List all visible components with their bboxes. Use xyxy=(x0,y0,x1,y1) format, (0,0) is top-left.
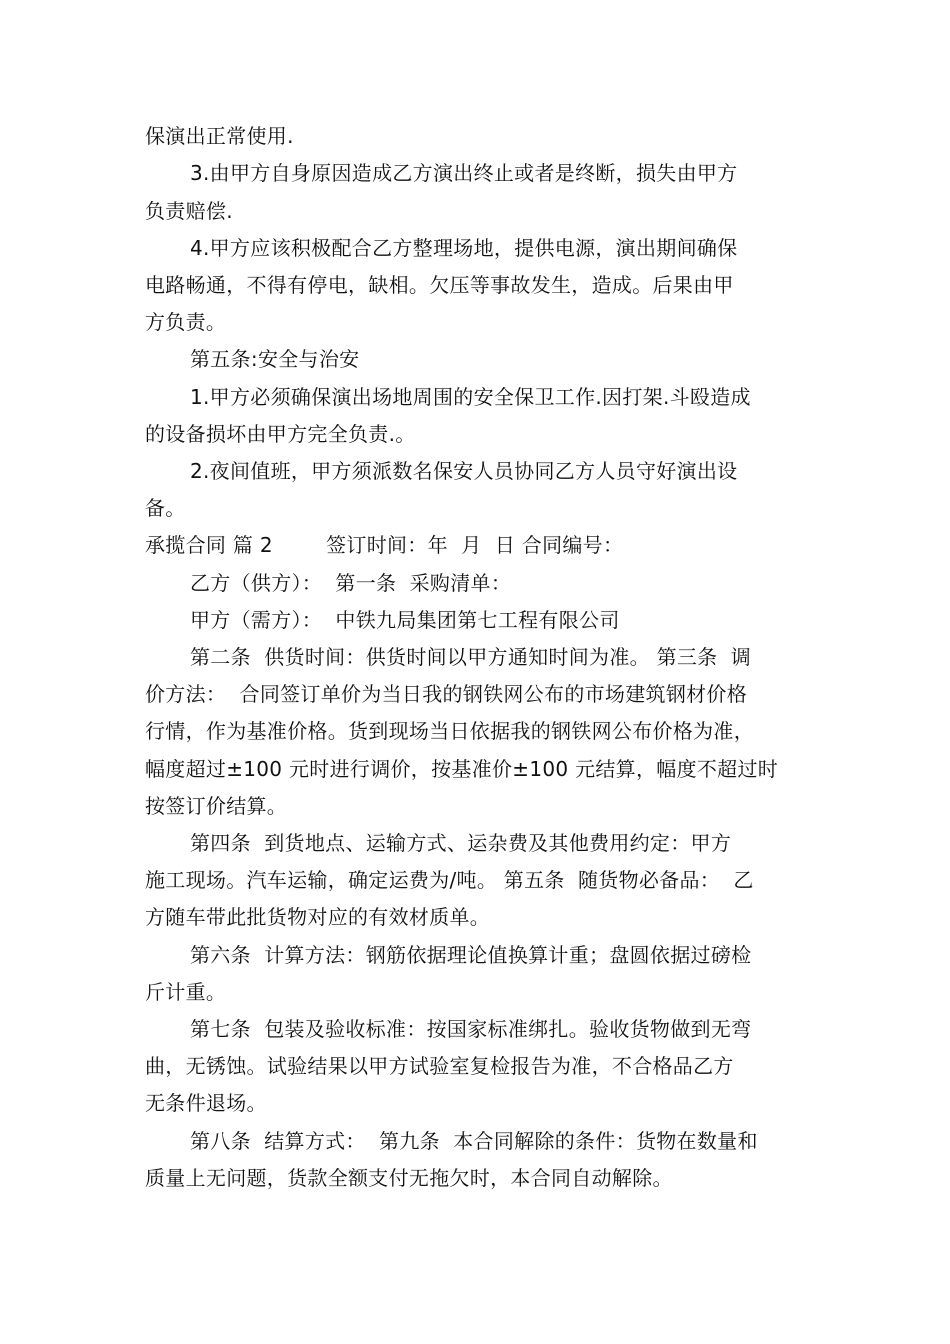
text-line: 备。 xyxy=(145,496,186,520)
text-line: 方负责。 xyxy=(145,310,227,334)
text-line: 幅度超过±100 元时进行调价，按基准价±100 元结算，幅度不超过时 xyxy=(145,757,779,781)
text-line: 的设备损坏由甲方完全负责.。 xyxy=(145,422,416,446)
text-line: 2.夜间值班，甲方须派数名保安人员协同乙方人员守好演出设 xyxy=(190,459,738,483)
text-line: 第七条 包装及验收标准：按国家标准绑扎。验收货物做到无弯 xyxy=(190,1017,752,1041)
text-line: 价方法： 合同签订单价为当日我的钢铁网公布的市场建筑钢材价格 xyxy=(145,682,748,706)
text-line: 第八条 结算方式： 第九条 本合同解除的条件：货物在数量和 xyxy=(190,1129,758,1153)
text-line: 斤计重。 xyxy=(145,980,227,1004)
section-heading: 第五条:安全与治安 xyxy=(190,347,360,371)
text-line: 电路畅通，不得有停电，缺相。欠压等事故发生，造成。后果由甲 xyxy=(145,273,734,297)
text-line: 负责赔偿. xyxy=(145,199,233,223)
text-line: 质量上无问题，货款全额支付无拖欠时，本合同自动解除。 xyxy=(145,1166,673,1190)
text-line: 方随车带此批货物对应的有效材质单。 xyxy=(145,905,491,929)
text-line: 第二条 供货时间：供货时间以甲方通知时间为准。 第三条 调 xyxy=(190,645,752,669)
text-line: 1.甲方必须确保演出场地周围的安全保卫工作.因打架.斗殴造成 xyxy=(190,385,751,409)
text-line: 曲，无锈蚀。试验结果以甲方试验室复检报告为准，不合格品乙方 xyxy=(145,1054,734,1078)
text-line: 4.甲方应该积极配合乙方整理场地，提供电源，演出期间确保 xyxy=(190,236,738,260)
text-line: 行情，作为基准价格。货到现场当日依据我的钢铁网公布价格为准， xyxy=(145,719,754,743)
text-line: 第四条 到货地点、运输方式、运杂费及其他费用约定：甲方 xyxy=(190,831,732,855)
contract-title-line: 承揽合同 篇 2 签订时间：年 月 日 合同编号： xyxy=(145,533,624,557)
text-line: 甲方（需方）： 中铁九局集团第七工程有限公司 xyxy=(190,608,620,632)
text-line: 3.由甲方自身原因造成乙方演出终止或者是终断，损失由甲方 xyxy=(190,161,738,185)
text-line: 第六条 计算方法：钢筋依据理论值换算计重；盘圆依据过磅检 xyxy=(190,943,752,967)
text-line: 施工现场。汽车运输，确定运费为/吨。 第五条 随货物必备品： 乙 xyxy=(145,868,754,892)
text-line: 保演出正常使用. xyxy=(145,124,294,148)
text-line: 按签订价结算。 xyxy=(145,794,288,818)
text-line: 乙方（供方）： 第一条 采购清单： xyxy=(190,571,512,595)
text-line: 无条件退场。 xyxy=(145,1091,267,1115)
